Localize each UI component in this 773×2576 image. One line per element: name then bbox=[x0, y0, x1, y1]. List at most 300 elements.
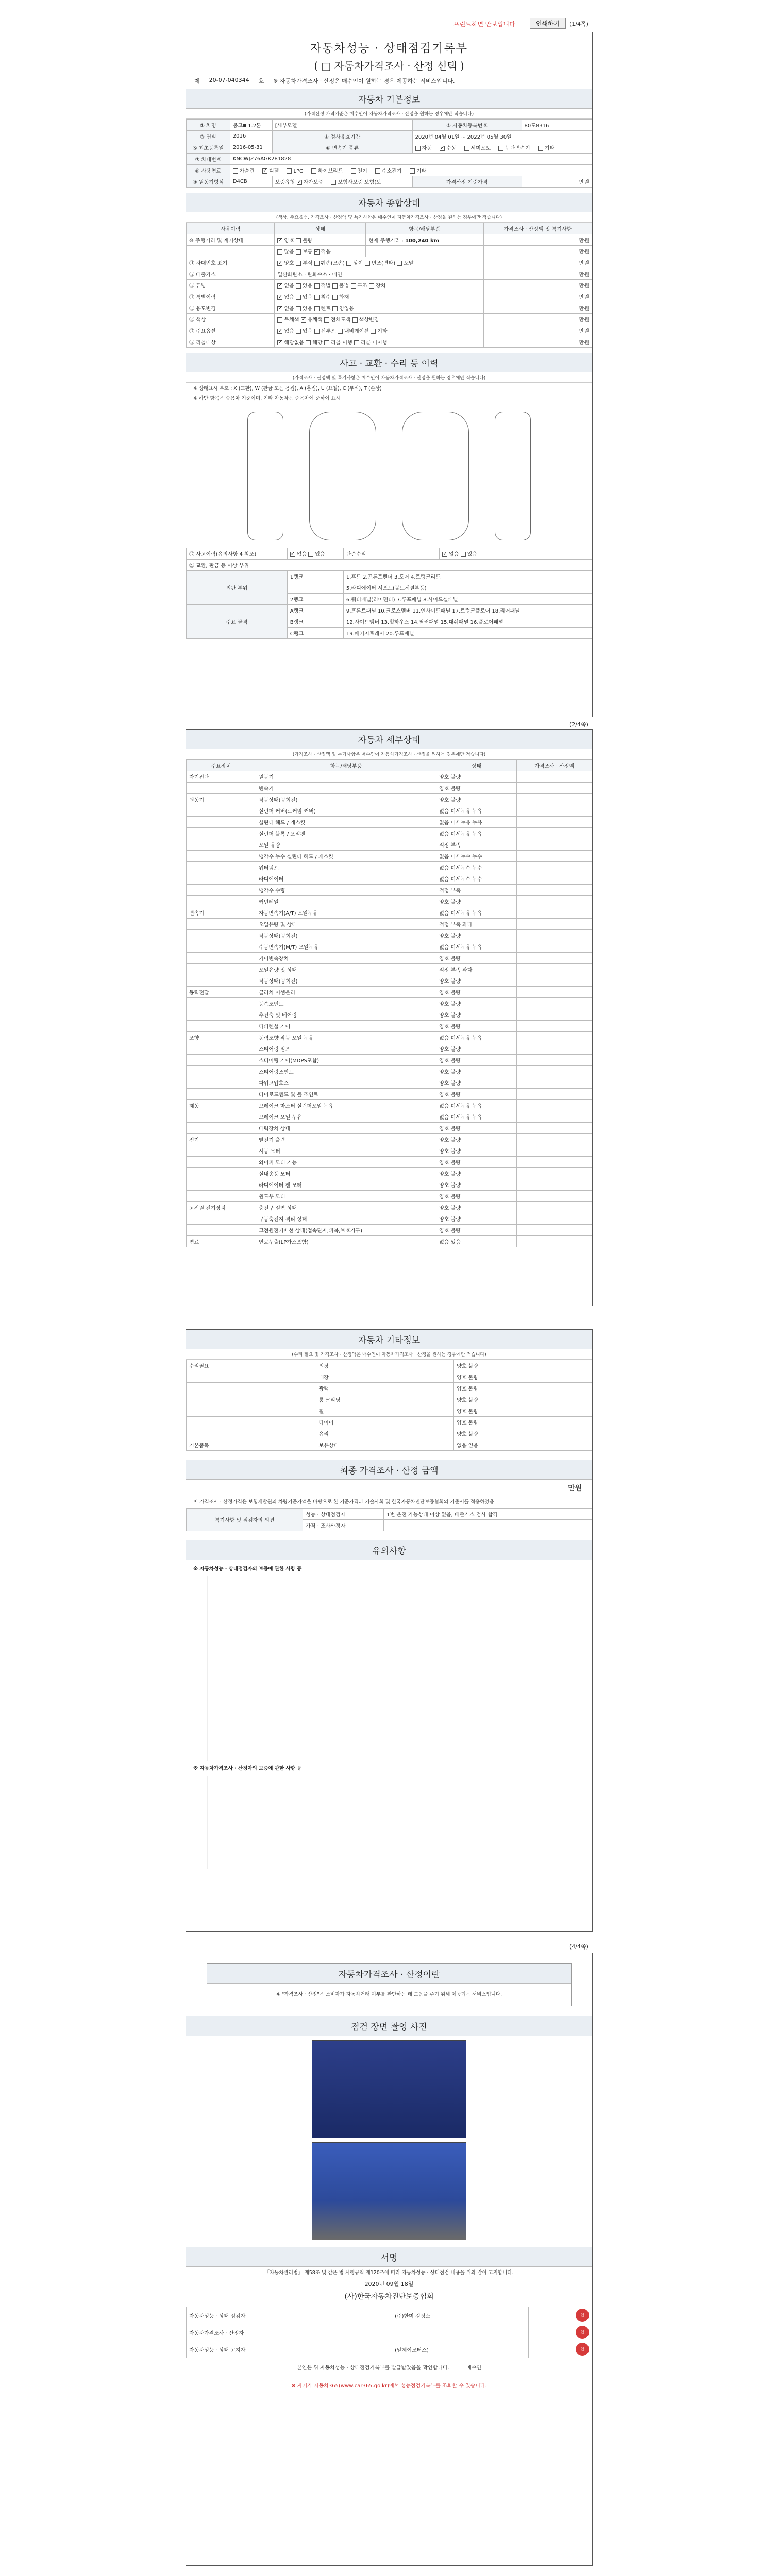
detail-item: 기어변속장치 bbox=[256, 953, 436, 964]
detail-item: 실린더 커버(로커암 커버) bbox=[256, 805, 436, 817]
notice-title: 유의사항 bbox=[186, 1540, 592, 1560]
page-2-indicator: (2/4쪽) bbox=[569, 721, 589, 728]
detail-group bbox=[187, 1225, 256, 1236]
detail-state: 없음 미세누유 누유 bbox=[436, 828, 517, 839]
accident-q1: ⑲ 사고이력(유의사항 4 참조) bbox=[187, 548, 288, 560]
detail-state: 없음 미세누수 누수 bbox=[436, 862, 517, 873]
accident-legend: ※ 상태표시 부호 : X (교환), W (판금 또는 용접), A (흠집), U (요철), C (부식), T (손상) bbox=[193, 386, 382, 392]
fuel-option: 가솔린 bbox=[239, 168, 255, 174]
detail-group: 전기 bbox=[187, 1134, 256, 1145]
rank: 1랭크 bbox=[287, 571, 343, 582]
detail-head: 주요장치 bbox=[187, 760, 256, 771]
detail-price bbox=[517, 1021, 592, 1032]
warranty-type-label: 보증유형 bbox=[275, 180, 295, 185]
detail-row bbox=[187, 1066, 592, 1077]
detail-price bbox=[517, 907, 592, 919]
motor: D4CB bbox=[230, 176, 272, 188]
detail-state: 적정 부족 과다 bbox=[436, 919, 517, 930]
checkbox-icon bbox=[308, 552, 313, 557]
detail-state: 양호 불량 bbox=[436, 771, 517, 783]
overall-title: 자동차 종합상태 bbox=[186, 193, 592, 212]
detail-head: 상태 bbox=[436, 760, 517, 771]
detail-row bbox=[187, 1032, 592, 1043]
detail-item: 와이퍼 모터 기능 bbox=[256, 1157, 436, 1168]
row-options bbox=[275, 234, 366, 246]
detail-price bbox=[517, 1145, 592, 1157]
guide-title: 자동차가격조사 · 산정이란 bbox=[207, 1964, 571, 1984]
detail-row bbox=[187, 998, 592, 1009]
checkbox-icon bbox=[371, 329, 376, 334]
price-unit: 만원 bbox=[522, 176, 592, 188]
basic-info-table bbox=[186, 119, 592, 188]
detail-group bbox=[187, 1043, 256, 1055]
first-reg-label: ⑤ 최초등록일 bbox=[187, 142, 230, 154]
checkbox-icon bbox=[351, 168, 356, 174]
row-label: ⑭ 특별이력 bbox=[187, 291, 275, 302]
car-diagram bbox=[186, 404, 592, 548]
detail-state: 없음 미세누유 누유 bbox=[436, 1111, 517, 1123]
opt-text: 없음 bbox=[284, 283, 294, 289]
simple-repair-label: 단순수리 bbox=[343, 548, 439, 560]
checkbox-icon bbox=[314, 295, 320, 300]
detail-row bbox=[187, 1077, 592, 1089]
fuel-option: 디젤 bbox=[268, 168, 279, 174]
opt-text: 양호 bbox=[284, 261, 294, 266]
detail-row bbox=[187, 1157, 592, 1168]
detail-note: (가격조사 · 산정액 및 특기사항은 매수인이 자동차가격조사 · 산정을 원하는 경우에만 적습니다) bbox=[186, 749, 592, 759]
detail-state: 적정 부족 bbox=[436, 839, 517, 851]
car-top-outer-icon bbox=[309, 412, 376, 540]
detail-state: 양호 불량 bbox=[436, 1225, 517, 1236]
page-indicator: (1/4쪽) bbox=[569, 21, 589, 27]
detail-price bbox=[517, 1191, 592, 1202]
detail-item: 연료누출(LP가스포함) bbox=[256, 1236, 436, 1247]
detail-item: 디퍼렌셜 기어 bbox=[256, 1021, 436, 1032]
row-remark: 만원 bbox=[483, 314, 592, 325]
opt-text: 양호 bbox=[284, 238, 294, 244]
detail-price bbox=[517, 1134, 592, 1145]
opt-text: 도말 bbox=[404, 261, 414, 266]
detail-row bbox=[187, 783, 592, 794]
detail-price bbox=[517, 1100, 592, 1111]
detail-item: 동력조향 작동 오일 누유 bbox=[256, 1032, 436, 1043]
checkbox-icon bbox=[415, 146, 421, 151]
row-options bbox=[275, 314, 483, 325]
body-type: [세부모델 bbox=[272, 120, 412, 131]
rank: A랭크 bbox=[287, 605, 343, 616]
signer-role: 자동차성능 · 상태 점검자 bbox=[187, 2307, 392, 2324]
detail-item: 작동상태(공회전) bbox=[256, 930, 436, 941]
detail-item: 냉각수 수량 bbox=[256, 885, 436, 896]
detail-price bbox=[517, 1043, 592, 1055]
detail-price bbox=[517, 873, 592, 885]
opt-text: 장치 bbox=[376, 283, 386, 289]
accident-note: (가격조사 · 산정액 및 특기사항은 매수인이 자동차가격조사 · 산정을 원하는 경우에만 적습니다) bbox=[186, 372, 592, 383]
opt-text: 없음 bbox=[449, 552, 459, 558]
page-4 bbox=[186, 1953, 593, 2566]
opt-text: 리콜 미이행 bbox=[360, 340, 388, 346]
checkbox-icon bbox=[397, 261, 402, 266]
accident-legend-2: ※ 하단 항목은 승용차 기준이며, 기타 자동차는 승용차에 준하여 표시 bbox=[193, 396, 341, 402]
row-label: ⑮ 용도변경 bbox=[187, 302, 275, 314]
trans-option: 수동 bbox=[446, 146, 457, 151]
overall-note: (색상, 주요옵션, 가격조사 · 산정액 및 특기사항은 매수인이 자동차가격조사 · 산정을 원하는 경우에만 적습니다) bbox=[186, 212, 592, 223]
sign-title: 서명 bbox=[186, 2247, 592, 2267]
warranty-type-option: 자가보증 bbox=[303, 180, 324, 185]
doc-warning: ※ 자동차가격조사 · 산정은 매수인이 원하는 경우 제공하는 서비스입니다. bbox=[273, 78, 455, 84]
doc-no-suffix: 호 bbox=[258, 78, 264, 84]
checkbox-icon bbox=[314, 329, 320, 334]
signer-table bbox=[186, 2307, 592, 2358]
row-label: ⑱ 리콜대상 bbox=[187, 336, 275, 348]
detail-item: 충전구 절연 상태 bbox=[256, 1202, 436, 1213]
detail-item: 발전기 출력 bbox=[256, 1134, 436, 1145]
detail-group bbox=[187, 1009, 256, 1021]
detail-group: 연료 bbox=[187, 1236, 256, 1247]
detail-item: 라디에이터 bbox=[256, 873, 436, 885]
other-state: 양호 불량 bbox=[454, 1371, 592, 1383]
detail-state: 적정 부족 과다 bbox=[436, 964, 517, 975]
detail-price bbox=[517, 851, 592, 862]
checkbox-icon bbox=[352, 317, 358, 323]
rank-items: 1.후드 2.프론트펜더 3.도어 4.트렁크리드 bbox=[343, 571, 592, 582]
checkbox-checked-icon bbox=[290, 552, 295, 557]
detail-item: 시동 모터 bbox=[256, 1145, 436, 1157]
detail-title: 자동차 세부상태 bbox=[186, 730, 592, 749]
detail-row bbox=[187, 771, 592, 783]
stamp-cell bbox=[529, 2341, 592, 2358]
other-group bbox=[187, 1371, 316, 1383]
detail-state: 양호 불량 bbox=[436, 1213, 517, 1225]
detail-head: 항목/해당부품 bbox=[256, 760, 436, 771]
detail-group bbox=[187, 1089, 256, 1100]
detail-item: 작동상태(공회전) bbox=[256, 794, 436, 805]
basic-info-note: (가격산정 가격기준은 매수인이 자동차가격조사 · 산정을 원하는 경우에만 적습니다) bbox=[186, 109, 592, 119]
row-label bbox=[187, 246, 275, 257]
checkbox-icon bbox=[233, 168, 238, 174]
detail-price bbox=[517, 1213, 592, 1225]
checkbox-icon bbox=[498, 146, 503, 151]
detail-state: 양호 불량 bbox=[436, 930, 517, 941]
year: 2016 bbox=[230, 131, 272, 142]
checkbox-checked-icon bbox=[314, 249, 320, 255]
fuel-options bbox=[230, 165, 592, 176]
detail-price bbox=[517, 783, 592, 794]
detail-price bbox=[517, 987, 592, 998]
detail-state: 적정 부족 bbox=[436, 885, 517, 896]
detail-item: 고전원전기배선 상태(접속단자,피복,보호기구) bbox=[256, 1225, 436, 1236]
row-options bbox=[275, 280, 483, 291]
footer-note: ※ 자기가 자동차365(www.car365.go.kr)에서 성능점검기록부를 조회할 수 있습니다. bbox=[291, 2383, 487, 2389]
checkbox-icon bbox=[296, 295, 301, 300]
stamp-icon: 인 bbox=[576, 2309, 589, 2322]
checkbox-icon bbox=[331, 180, 336, 185]
other-group bbox=[187, 1405, 316, 1417]
checkbox-icon bbox=[332, 283, 338, 289]
final-price-title: 최종 가격조사 · 산정 금액 bbox=[186, 1460, 592, 1480]
detail-group bbox=[187, 1145, 256, 1157]
accident-table bbox=[186, 548, 592, 639]
detail-row bbox=[187, 953, 592, 964]
major-label: 주요 골격 bbox=[187, 605, 288, 639]
detail-price bbox=[517, 1202, 592, 1213]
other-item: 휠 bbox=[316, 1405, 454, 1417]
page-3 bbox=[186, 1329, 593, 1932]
opt-text: 해당없음 bbox=[284, 340, 305, 346]
other-group bbox=[187, 1428, 316, 1439]
overall-head: 사용이력 bbox=[187, 223, 275, 234]
opt-text: 있음 bbox=[315, 552, 325, 558]
opt-text: 렌트 bbox=[321, 306, 331, 312]
plate-label: ② 자동차등록번호 bbox=[412, 120, 522, 131]
detail-head: 가격조사 · 산정액 bbox=[517, 760, 592, 771]
detail-group bbox=[187, 851, 256, 862]
rank: 2랭크 bbox=[287, 594, 343, 605]
row-remark: 만원 bbox=[483, 336, 592, 348]
doc-no: 20-07-040344 bbox=[209, 77, 249, 83]
detail-price bbox=[517, 930, 592, 941]
detail-group bbox=[187, 1077, 256, 1089]
fuel-label: ⑧ 사용연료 bbox=[187, 165, 230, 176]
detail-state: 양호 불량 bbox=[436, 896, 517, 907]
detail-item: 스티어링 기어(MDPS포함) bbox=[256, 1055, 436, 1066]
detail-item: 오일 유량 bbox=[256, 839, 436, 851]
detail-state: 없음 미세누유 누유 bbox=[436, 1032, 517, 1043]
detail-row bbox=[187, 817, 592, 828]
opt-text: 적음 bbox=[321, 249, 331, 255]
mileage-cell: 현재 주행거리 : 100,240 km bbox=[366, 234, 484, 246]
outer-label: 외판 부위 bbox=[187, 571, 288, 605]
detail-group bbox=[187, 1055, 256, 1066]
detail-row bbox=[187, 987, 592, 998]
notice-1: ※ 자동차성능 · 상태점검자의 보증에 관한 사항 등 bbox=[193, 1566, 302, 1572]
other-state: 양호 불량 bbox=[454, 1417, 592, 1428]
detail-state: 양호 불량 bbox=[436, 1055, 517, 1066]
detail-price bbox=[517, 1089, 592, 1100]
special-row-label: 성능 · 상태점검자 bbox=[303, 1509, 384, 1520]
other-group bbox=[187, 1394, 316, 1405]
detail-price bbox=[517, 1032, 592, 1043]
detail-row bbox=[187, 896, 592, 907]
detail-group bbox=[187, 885, 256, 896]
detail-price bbox=[517, 896, 592, 907]
opt-text: 없음 bbox=[284, 306, 294, 312]
detail-group bbox=[187, 919, 256, 930]
detail-group: 자기진단 bbox=[187, 771, 256, 783]
signer-name: (알제이모터스) bbox=[392, 2341, 529, 2358]
detail-row bbox=[187, 1100, 592, 1111]
detail-row bbox=[187, 941, 592, 953]
row-label: ⑪ 차대번호 표기 bbox=[187, 257, 275, 268]
basic-info-title: 자동차 기본정보 bbox=[186, 89, 592, 109]
transmission-options bbox=[412, 142, 592, 154]
detail-group: 동력전달 bbox=[187, 987, 256, 998]
detail-row bbox=[187, 1123, 592, 1134]
confirm-note bbox=[186, 2358, 592, 2376]
checkbox-icon bbox=[365, 261, 370, 266]
final-price-unit: 만원 bbox=[567, 1484, 582, 1493]
guide-box bbox=[207, 1963, 572, 2006]
rank-items: 6.쿼터패널(리어펜더) 7.루프패널 8.사이드실패널 bbox=[343, 594, 592, 605]
checkbox-checked-icon bbox=[277, 261, 282, 266]
detail-row bbox=[187, 851, 592, 862]
row-remark: 만원 bbox=[483, 291, 592, 302]
detail-row bbox=[187, 794, 592, 805]
detail-price bbox=[517, 1123, 592, 1134]
detail-row bbox=[187, 1179, 592, 1191]
detail-group bbox=[187, 1191, 256, 1202]
inspection-photo-rear bbox=[312, 2142, 466, 2240]
detail-state: 없음 미세누유 누유 bbox=[436, 907, 517, 919]
checkbox-checked-icon bbox=[277, 340, 282, 345]
guide-text: ※ "가격조사 · 산정"은 소비자가 자동차거래 여부를 판단하는 데 도움을 주기 위해 제공되는 서비스입니다. bbox=[276, 1992, 502, 1997]
detail-row bbox=[187, 1134, 592, 1145]
detail-price bbox=[517, 998, 592, 1009]
detail-state: 양호 불량 bbox=[436, 1145, 517, 1157]
overall-table bbox=[186, 223, 592, 348]
trans-option: 세미오토 bbox=[470, 146, 491, 151]
opt-text: 리콜 이행 bbox=[330, 340, 352, 346]
checkbox-icon bbox=[306, 340, 311, 345]
checkbox-checked-icon bbox=[277, 238, 282, 243]
doc-number-row bbox=[186, 73, 592, 89]
other-group: 수리필요 bbox=[187, 1360, 316, 1371]
other-item: 유리 bbox=[316, 1428, 454, 1439]
checkbox-icon bbox=[461, 552, 466, 557]
detail-state: 양호 불량 bbox=[436, 1043, 517, 1055]
detail-item: 파워고압호스 bbox=[256, 1077, 436, 1089]
accident-q1-options bbox=[287, 548, 343, 560]
car-left-side-icon bbox=[247, 412, 283, 540]
accident-title: 사고 · 교환 · 수리 등 이력 bbox=[186, 353, 592, 372]
detail-row bbox=[187, 885, 592, 896]
row-label: ⑩ 주행거리 및 계기상태 bbox=[187, 234, 275, 246]
detail-row bbox=[187, 1009, 592, 1021]
mileage-label: 현재 주행거리 bbox=[368, 238, 400, 244]
other-title: 자동차 기타정보 bbox=[186, 1330, 592, 1349]
checkbox-icon bbox=[332, 295, 338, 300]
row-options bbox=[275, 257, 483, 268]
detail-group: 조향 bbox=[187, 1032, 256, 1043]
detail-price bbox=[517, 1168, 592, 1179]
opt-text: 선루프 bbox=[321, 329, 336, 334]
detail-price bbox=[517, 885, 592, 896]
print-button[interactable]: 인쇄하기 bbox=[530, 18, 566, 29]
doc-title: 자동차성능 · 상태점검기록부 bbox=[310, 42, 468, 55]
opt-text: 있음 bbox=[467, 552, 477, 558]
checkbox-icon bbox=[296, 283, 301, 289]
detail-row bbox=[187, 1236, 592, 1247]
checkbox-icon bbox=[314, 261, 320, 266]
detail-state: 양호 불량 bbox=[436, 1179, 517, 1191]
price-label: 가격산정 기준가격 bbox=[412, 176, 522, 188]
detail-table bbox=[186, 759, 592, 1247]
detail-state: 없음 미세누유 누유 bbox=[436, 817, 517, 828]
detail-item: 구동축전지 격리 상태 bbox=[256, 1213, 436, 1225]
checkbox-icon bbox=[324, 340, 329, 345]
checkbox-icon bbox=[410, 168, 415, 174]
motor-label: ⑨ 원동기형식 bbox=[187, 176, 230, 188]
detail-row bbox=[187, 873, 592, 885]
detail-item: 클러치 어셈블리 bbox=[256, 987, 436, 998]
other-row bbox=[187, 1405, 592, 1417]
detail-row bbox=[187, 805, 592, 817]
notice-body-1 bbox=[207, 1576, 572, 1761]
page-1 bbox=[186, 32, 593, 717]
photo-title: 점검 장면 촬영 사진 bbox=[186, 2016, 592, 2036]
trans-option: 자동 bbox=[422, 146, 432, 151]
opt-text: 불법 bbox=[339, 283, 349, 289]
detail-group bbox=[187, 896, 256, 907]
fuel-option: 기타 bbox=[416, 168, 427, 174]
detail-item: 워터펌프 bbox=[256, 862, 436, 873]
checkbox-icon bbox=[296, 238, 301, 243]
checkbox-icon bbox=[277, 249, 282, 255]
top-bar bbox=[0, 0, 773, 31]
inspection-photo-front bbox=[312, 2040, 466, 2138]
checkbox-icon bbox=[311, 168, 316, 174]
warranty-period: 2020년 04월 01일 ~ 2022년 05월 30일 bbox=[412, 131, 592, 142]
row-options bbox=[275, 291, 483, 302]
detail-price bbox=[517, 805, 592, 817]
detail-group bbox=[187, 1157, 256, 1168]
detail-group bbox=[187, 839, 256, 851]
detail-price bbox=[517, 1225, 592, 1236]
checkbox-icon bbox=[354, 340, 359, 345]
detail-group bbox=[187, 941, 256, 953]
other-row bbox=[187, 1383, 592, 1394]
detail-item: 커먼레일 bbox=[256, 896, 436, 907]
notice-2: ※ 자동차가격조사 · 산정자의 보증에 관한 사항 등 bbox=[193, 1766, 302, 1772]
detail-price bbox=[517, 1157, 592, 1168]
trans-option: 무단변속기 bbox=[505, 146, 530, 151]
checkbox-checked-icon bbox=[442, 552, 447, 557]
notice-body-2 bbox=[207, 1776, 572, 1869]
detail-state: 없음 미세누유 누유 bbox=[436, 805, 517, 817]
stamp-cell bbox=[529, 2324, 592, 2341]
row-remark: 만원 bbox=[483, 246, 592, 257]
checkbox-icon bbox=[369, 283, 374, 289]
detail-row bbox=[187, 1191, 592, 1202]
detail-state: 양호 불량 bbox=[436, 987, 517, 998]
opt-text: 영업용 bbox=[339, 306, 355, 312]
opt-text: 일산화탄소 bbox=[277, 272, 303, 278]
doc-no-label: 제 bbox=[194, 78, 200, 84]
detail-row bbox=[187, 1111, 592, 1123]
detail-state: 양호 불량 bbox=[436, 975, 517, 987]
warranty-label: ④ 검사유효기간 bbox=[272, 131, 412, 142]
row-label: ⑫ 배출가스 bbox=[187, 268, 275, 280]
overall-head: 상태 bbox=[275, 223, 366, 234]
other-state: 양호 불량 bbox=[454, 1428, 592, 1439]
detail-row bbox=[187, 975, 592, 987]
checkbox-icon bbox=[296, 261, 301, 266]
other-row bbox=[187, 1394, 592, 1405]
car-frame-icon bbox=[402, 412, 469, 540]
stamp-icon: 인 bbox=[576, 2326, 589, 2339]
detail-group bbox=[187, 930, 256, 941]
detail-item: 변속기 bbox=[256, 783, 436, 794]
detail-state: 양호 불량 bbox=[436, 1021, 517, 1032]
detail-state: 없음 미세누유 누유 bbox=[436, 941, 517, 953]
row-remark: 만원 bbox=[483, 268, 592, 280]
other-item: 타이어 bbox=[316, 1417, 454, 1428]
other-item: 룸 크리닝 bbox=[316, 1394, 454, 1405]
detail-group bbox=[187, 1123, 256, 1134]
detail-group: 변속기 bbox=[187, 907, 256, 919]
print-notice: 프린트하면 안보입니다 bbox=[453, 21, 515, 28]
detail-state: 양호 불량 bbox=[436, 1066, 517, 1077]
